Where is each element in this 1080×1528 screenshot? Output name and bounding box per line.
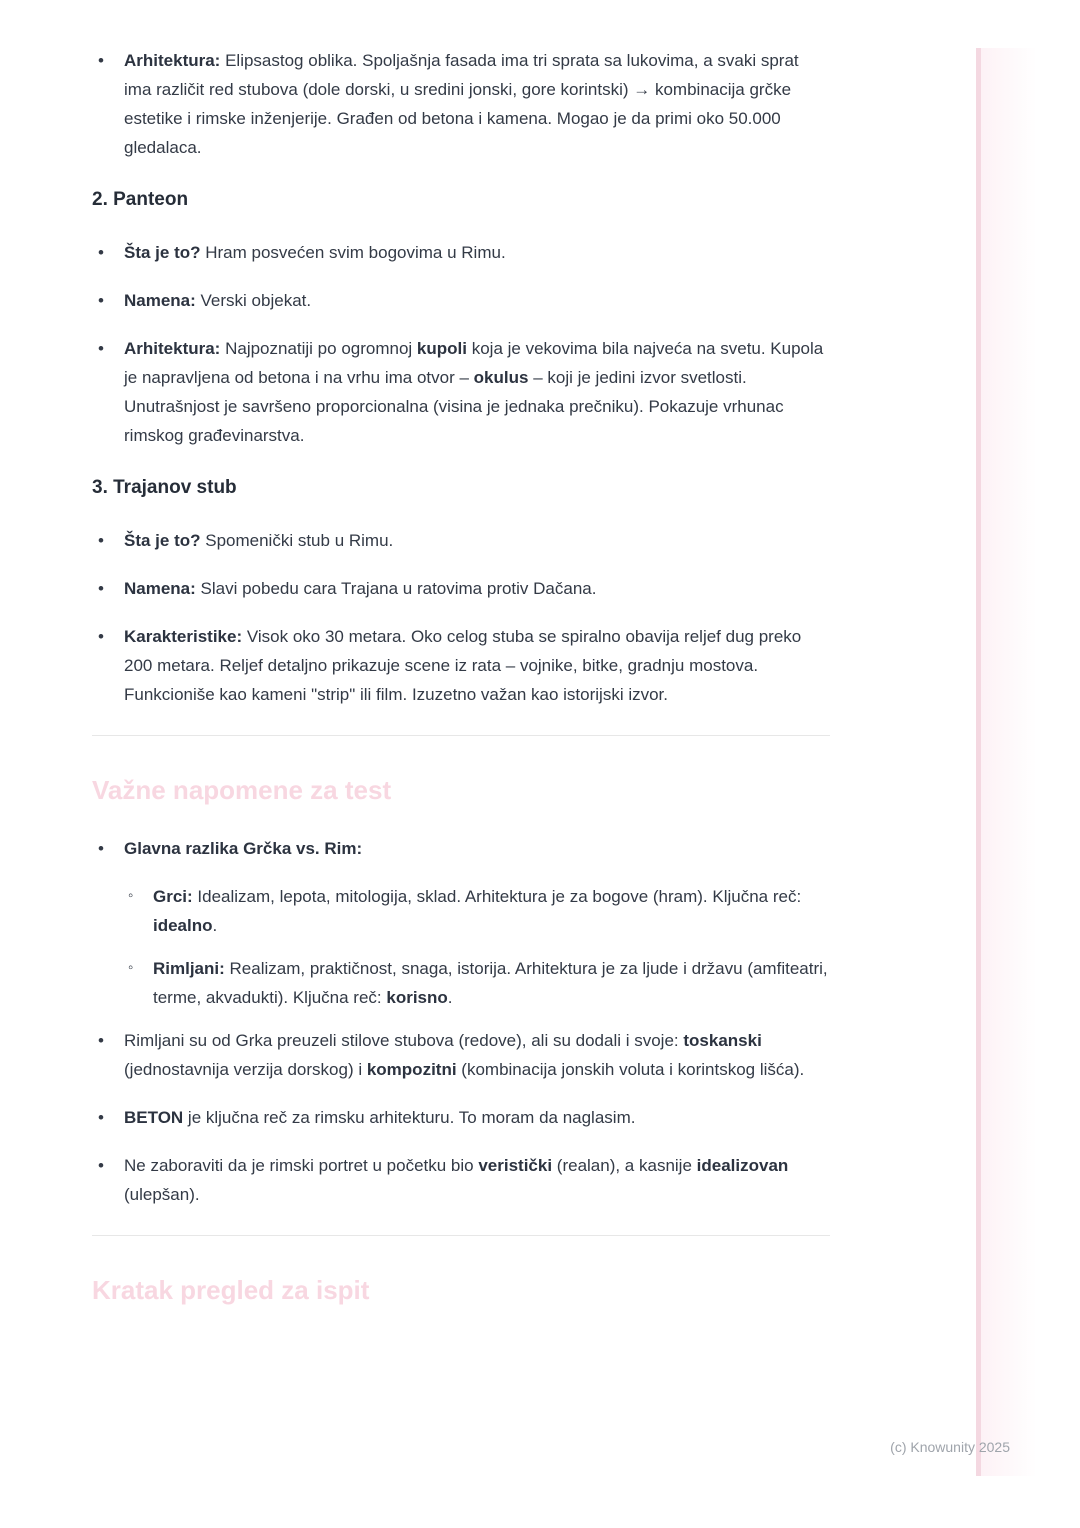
document-content bbox=[92, 46, 830, 1334]
bullet-item bbox=[121, 954, 830, 1012]
divider bbox=[92, 1235, 830, 1236]
bullet-text: Rimljani su od Grka preuzeli stilove stubova (redove), ali su dodali i svoje: toskanski (jednostavnija verzija dorskog) i kompozitni (kombinacija jonskih voluta i korintskog lišća). bbox=[124, 1031, 805, 1079]
bullet-text: BETON je ključna reč za rimsku arhitekturu. To moram da naglasim. bbox=[124, 1108, 636, 1127]
bullet-dot-icon: • bbox=[98, 839, 104, 858]
bullet-text: Arhitektura: Najpoznatiji po ogromnoj kupoli koja je vekovima bila najveća na svetu. Kupola je napravljena od betona i na vrhu ima otvor – okulus – koji je jedini izvor svetlosti. Unutrašnjost je savršeno proporcionalna (visina je jednaka prečniku). Pokazuje vrhunac rimskog građevinarstva. bbox=[124, 339, 824, 445]
bullet-circle-icon: ◦ bbox=[128, 887, 134, 904]
bullet-dot-icon: • bbox=[98, 51, 104, 70]
bullet-dot-icon: • bbox=[98, 627, 104, 646]
page-edge-highlight bbox=[981, 48, 1037, 1476]
bullet-dot-icon: • bbox=[98, 243, 104, 262]
bullet-item bbox=[92, 834, 830, 863]
bullet-text: Namena: Verski objekat. bbox=[124, 291, 312, 310]
divider bbox=[92, 735, 830, 736]
bullet-item bbox=[92, 526, 830, 555]
bullet-circle-icon: ◦ bbox=[128, 959, 134, 976]
bullet-item bbox=[92, 622, 830, 709]
bullet-text: Grci: Idealizam, lepota, mitologija, sklad. Arhitektura je za bogove (hram). Ključna reč: idealno. bbox=[153, 887, 802, 935]
bullet-dot-icon: • bbox=[98, 1156, 104, 1175]
bullet-text: Glavna razlika Grčka vs. Rim: bbox=[124, 839, 363, 858]
bullet-text: Karakteristike: Visok oko 30 metara. Oko celog stuba se spiralno obavija reljef dug preko 200 metara. Reljef detaljno prikazuje scene iz rata – vojnike, bitke, gradnju mostova. Funkcioniše kao kameni "strip" ili film. Izuzetno važan kao istorijski izvor. bbox=[124, 627, 802, 704]
bullet-dot-icon: • bbox=[98, 339, 104, 358]
bullet-item bbox=[92, 1151, 830, 1209]
bullet-text: Šta je to? Hram posvećen svim bogovima u Rimu. bbox=[124, 243, 506, 262]
bullet-dot-icon: • bbox=[98, 1108, 104, 1127]
section-heading: 3. Trajanov stub bbox=[92, 477, 237, 498]
bullet-item bbox=[92, 46, 830, 162]
bullet-item bbox=[92, 1103, 830, 1132]
bullet-dot-icon: • bbox=[98, 291, 104, 310]
bullet-dot-icon: • bbox=[98, 531, 104, 550]
bullet-item bbox=[92, 334, 830, 450]
bullet-item bbox=[92, 1026, 830, 1084]
bullet-text: Ne zaboraviti da je rimski portret u početku bio veristički (realan), a kasnije idealizovan (ulepšan). bbox=[124, 1156, 789, 1204]
bullet-text: Šta je to? Spomenički stub u Rimu. bbox=[124, 531, 394, 550]
bullet-text: Rimljani: Realizam, praktičnost, snaga, istorija. Arhitektura je za ljude i državu (amfiteatri, terme, akvadukti). Ključna reč: korisno. bbox=[153, 959, 828, 1007]
bullet-item bbox=[92, 238, 830, 267]
bullet-item bbox=[92, 574, 830, 603]
right-edge-accent-line bbox=[976, 48, 981, 1476]
bullet-dot-icon: • bbox=[98, 1031, 104, 1050]
bullet-text: Namena: Slavi pobedu cara Trajana u ratovima protiv Dačana. bbox=[124, 579, 597, 598]
pink-section-heading: Važne napomene za test bbox=[92, 775, 392, 805]
pink-section-heading: Kratak pregled za ispit bbox=[92, 1275, 370, 1305]
bullet-dot-icon: • bbox=[98, 579, 104, 598]
bullet-item bbox=[92, 286, 830, 315]
bullet-item bbox=[121, 882, 830, 940]
section-heading: 2. Panteon bbox=[92, 189, 189, 210]
copyright-note: (c) Knowunity 2025 bbox=[890, 1439, 1010, 1455]
bullet-text: Arhitektura: Elipsastog oblika. Spoljašnja fasada ima tri sprata sa lukovima, a svaki sprat ima različit red stubova (dole dorski, u sredini jonski, gore korintski) → kombinacija grčke estetike i rimske inženjerije. Građen od betona i kamena. Mogao je da primi oko 50.000 gledalaca. bbox=[124, 51, 799, 157]
